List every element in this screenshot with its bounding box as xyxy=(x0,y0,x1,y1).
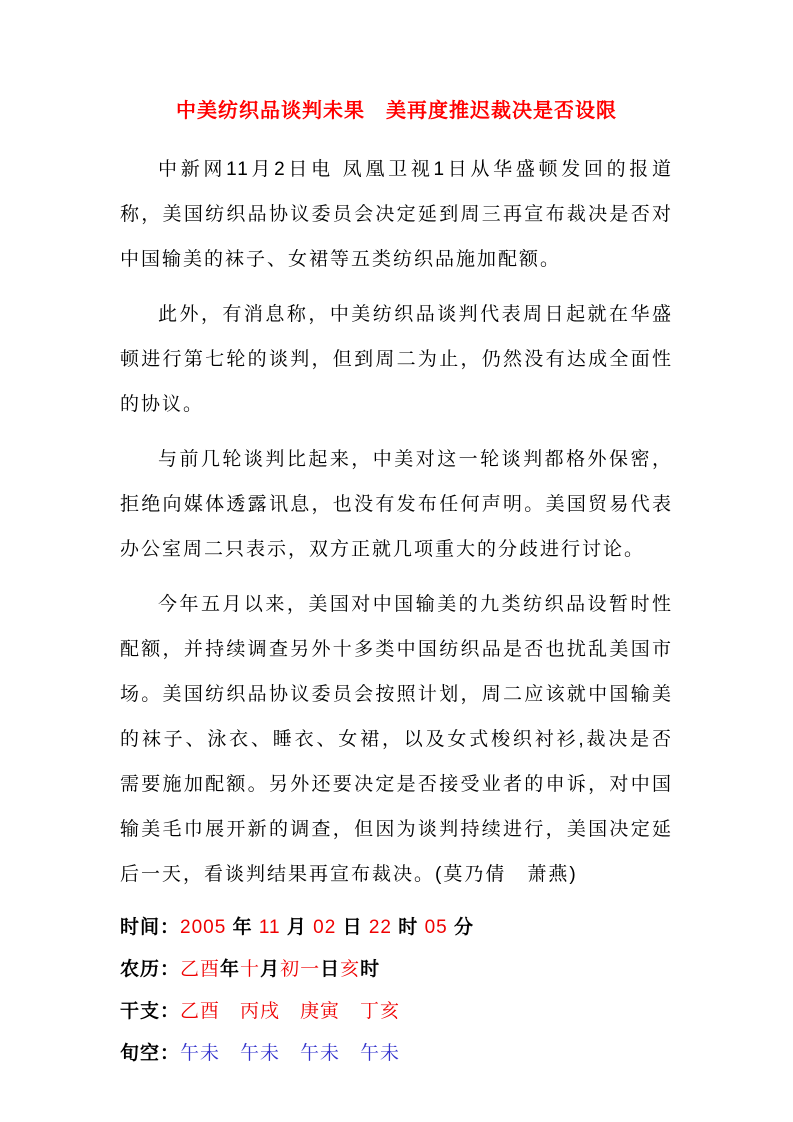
divination-info-section xyxy=(120,907,673,1075)
lunar-segment: 乙酉 xyxy=(180,959,221,980)
time-segment: 时 xyxy=(392,917,425,938)
lunar-segment: 年 xyxy=(220,959,241,980)
ganzhi-value xyxy=(180,1001,400,1022)
xunkong-value xyxy=(180,1043,400,1064)
lunar-segment: 十 xyxy=(240,959,261,980)
lunar-segment: 亥 xyxy=(340,959,361,980)
time-segment: 05 xyxy=(424,917,448,938)
article-paragraph-1: 中新网11月2日电 凤凰卫视1日从华盛顿发回的报道称，美国纺织品协议委员会决定延到周三再宣布裁决是否对中国输美的袜子、女裙等五类纺织品施加配额。 xyxy=(120,159,673,270)
time-label: 时间： xyxy=(120,917,181,938)
lunar-segment: 日 xyxy=(320,959,341,980)
info-row-xunkong xyxy=(120,1033,673,1075)
lunar-segment: 时 xyxy=(360,959,381,980)
ganzhi-segment: 乙酉 丙戌 庚寅 丁亥 xyxy=(180,1001,401,1022)
info-row-ganzhi xyxy=(120,991,673,1033)
time-segment: 月 xyxy=(280,917,314,938)
xunkong-label: 旬空： xyxy=(120,1043,181,1064)
time-segment: 22 xyxy=(368,917,392,938)
lunar-value xyxy=(180,959,380,980)
info-row-time xyxy=(120,907,673,949)
article-title: 中美纺织品谈判未果 美再度推迟裁决是否设限 xyxy=(176,100,617,122)
time-segment: 日 xyxy=(336,917,369,938)
article-paragraph-2: 此外，有消息称，中美纺织品谈判代表周日起就在华盛顿进行第七轮的谈判，但到周二为止，仍然没有达成全面性的协议。 xyxy=(120,304,673,415)
lunar-label: 农历： xyxy=(120,959,181,980)
time-segment: 年 xyxy=(226,917,259,938)
time-segment: 2005 xyxy=(180,917,227,938)
time-segment: 11 xyxy=(258,917,281,938)
info-row-lunar xyxy=(120,949,673,991)
time-segment: 分 xyxy=(447,917,474,938)
lunar-segment: 月 xyxy=(260,959,281,980)
article-paragraph-3: 与前几轮谈判比起来，中美对这一轮谈判都格外保密，拒绝向媒体透露讯息，也没有发布任何声明。美国贸易代表办公室周二只表示，双方正就几项重大的分歧进行讨论。 xyxy=(120,449,673,560)
article-paragraph-4: 今年五月以来，美国对中国输美的九类纺织品设暂时性配额，并持续调查另外十多类中国纺织品是否也扰乱美国市场。美国纺织品协议委员会按照计划，周二应该就中国输美的袜子、泳衣、睡衣、女裙，以及女式梭织衬衫,裁决是否需要施加配额。另外还要决定是否接受业者的申诉，对中国输美毛巾展开新的调查，但因为谈判持续进行，美国决定延后一天，看谈判结果再宣布裁决。(莫乃倩 萧燕) xyxy=(120,594,673,885)
time-segment: 02 xyxy=(313,917,337,938)
time-value xyxy=(180,917,474,938)
xunkong-segment: 午未 午未 午未 午未 xyxy=(180,1043,401,1064)
lunar-segment: 初一 xyxy=(280,959,321,980)
ganzhi-label: 干支： xyxy=(120,1001,181,1022)
